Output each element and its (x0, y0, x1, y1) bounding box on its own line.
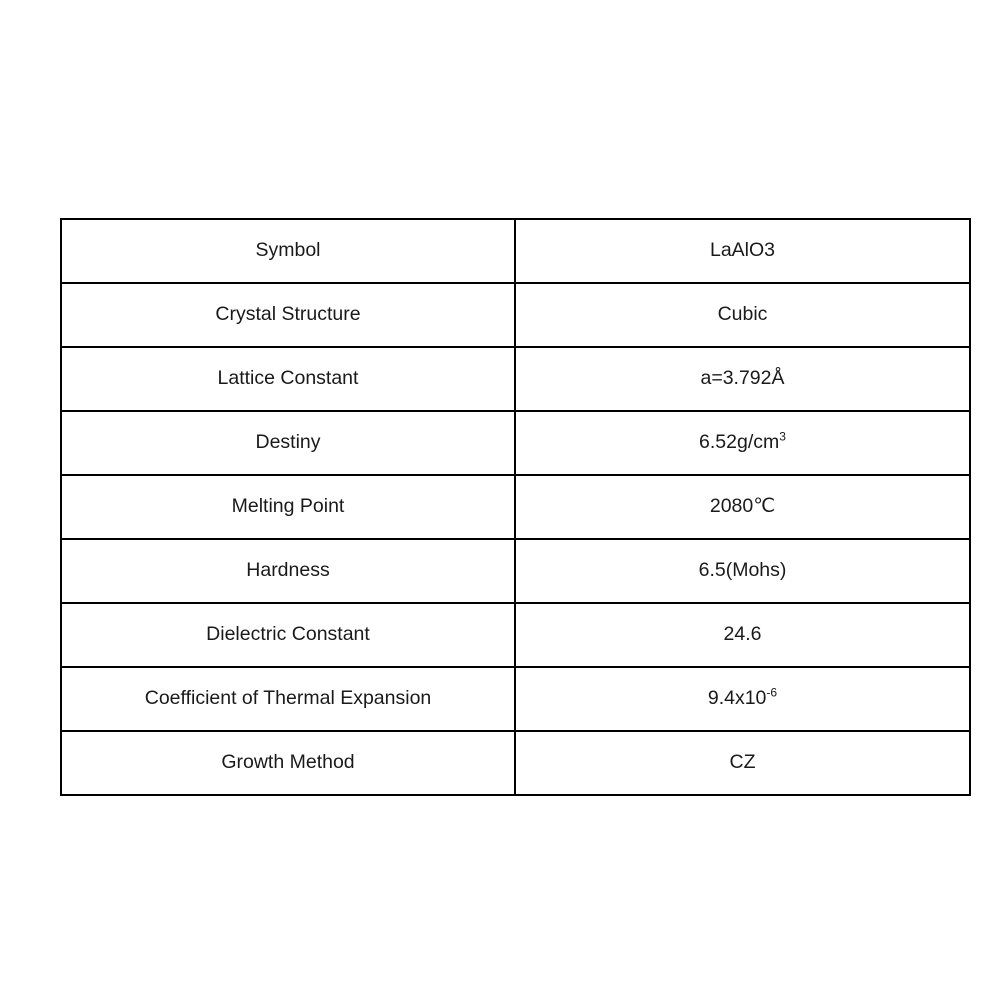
table-row (61, 539, 970, 603)
table-row (61, 347, 970, 411)
value-text: LaAlO3 (709, 239, 776, 262)
value-text: CZ (729, 751, 756, 774)
property-label: Growth Method (61, 731, 515, 795)
table-row (61, 219, 970, 283)
property-label: Lattice Constant (61, 347, 515, 411)
value-text: 2080℃ (709, 495, 776, 518)
table-row (61, 731, 970, 795)
property-label: Melting Point (61, 475, 515, 539)
property-value (515, 667, 970, 731)
value-text: 9.4x10 (707, 687, 767, 710)
value-text: 24.6 (723, 623, 762, 646)
property-value (515, 603, 970, 667)
table-row (61, 411, 970, 475)
property-label: Coefficient of Thermal Expansion (61, 667, 515, 731)
value-superscript: -6 (766, 685, 778, 700)
property-value (515, 347, 970, 411)
table-body (61, 219, 970, 795)
property-value (515, 475, 970, 539)
property-label: Crystal Structure (61, 283, 515, 347)
table-row (61, 475, 970, 539)
value-text: a=3.792Å (700, 367, 785, 390)
property-label: Hardness (61, 539, 515, 603)
property-value (515, 219, 970, 283)
property-label: Destiny (61, 411, 515, 475)
property-value (515, 539, 970, 603)
specification-table (60, 218, 971, 796)
property-value (515, 731, 970, 795)
value-text: Cubic (717, 303, 768, 326)
value-superscript: 3 (779, 429, 786, 444)
property-label: Dielectric Constant (61, 603, 515, 667)
property-value (515, 411, 970, 475)
table-row (61, 603, 970, 667)
property-label: Symbol (61, 219, 515, 283)
table-row (61, 283, 970, 347)
property-value (515, 283, 970, 347)
value-text: 6.52g/cm (699, 431, 780, 454)
table-row (61, 667, 970, 731)
value-text: 6.5(Mohs) (698, 559, 787, 582)
